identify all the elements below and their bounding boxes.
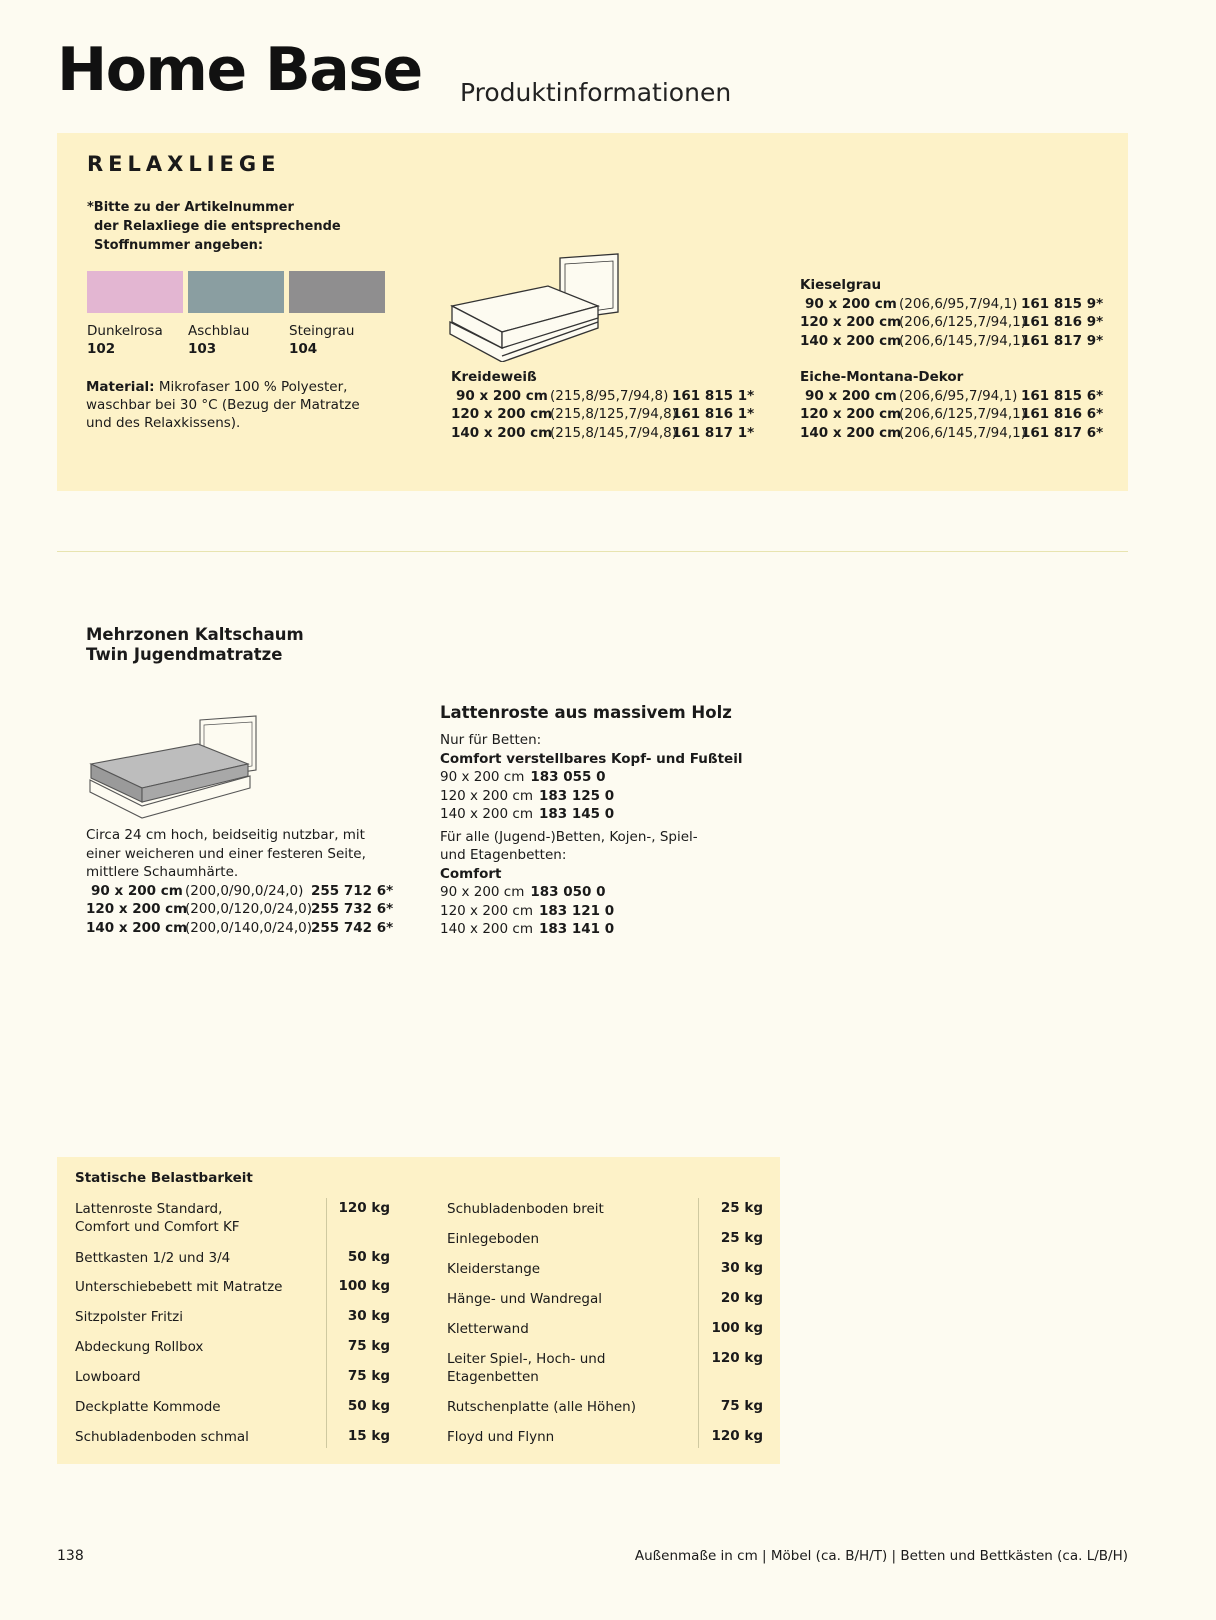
load-item: Einlegeboden <box>447 1231 540 1247</box>
load-item: Kletterwand <box>447 1321 529 1337</box>
load-item: Deckplatte Kommode <box>75 1399 221 1415</box>
brand-title: Home Base <box>57 35 422 105</box>
load-item: Lowboard <box>75 1369 141 1385</box>
size-row: 120 x 200 cm(206,6/125,7/94,1)161 816 6* <box>800 406 1104 422</box>
slat-row: 90 x 200 cm 183 050 0 <box>440 884 606 900</box>
size-row: 90 x 200 cm (206,6/95,7/94,1) 161 815 9* <box>805 295 1104 312</box>
mattress-title: Mehrzonen Kaltschaum Twin Jugendmatratze <box>86 625 304 664</box>
load-item: Abdeckung Rollbox <box>75 1339 204 1355</box>
load-value: 50 kg <box>347 1398 390 1414</box>
load-value: 75 kg <box>347 1368 390 1384</box>
page-subtitle: Produktinformationen <box>460 78 732 107</box>
column-divider <box>698 1198 699 1448</box>
variant-block: Kieselgrau 90 x 200 cm (206,6/95,7/94,1) 161 815 9* 120 x 200 cm(206,6/125,7/94,1)161 816 9* 140 x 200 cm(206,6/145,7/94,1)161 817 9* <box>800 277 1104 349</box>
slat-row: 120 x 200 cm 183 125 0 <box>440 787 615 804</box>
fabric-swatch <box>87 271 183 313</box>
size-row: 140 x 200 cm(215,8/145,7/94,8)161 817 1* <box>451 424 755 441</box>
variant-block: Kreideweiß 90 x 200 cm (215,8/95,7/94,8) 161 815 1* 120 x 200 cm(215,8/125,7/94,8)161 816 1* 140 x 200 cm(215,8/145,7/94,8)161 817 1* <box>451 369 755 441</box>
slat-row: 90 x 200 cm 183 055 0 <box>440 769 606 785</box>
load-value: 50 kg <box>347 1249 390 1265</box>
load-item: Schubladenboden breit <box>447 1201 604 1217</box>
fabric-label: Steingrau 104 <box>289 323 355 357</box>
material-info: Material: Mikrofaser 100 % Polyester, waschbar bei 30 °C (Bezug der Matratze und des Relaxkissens). <box>86 379 360 431</box>
load-value: 120 kg <box>338 1200 390 1216</box>
size-row: 140 x 200 cm(200,0/140,0/24,0)255 742 6* <box>86 919 394 936</box>
size-row: 90 x 200 cm (200,0/90,0/24,0) 255 712 6* <box>91 882 394 899</box>
slat-row: 140 x 200 cm 183 145 0 <box>440 806 615 822</box>
size-row: 140 x 200 cm(206,6/145,7/94,1)161 817 9* <box>800 332 1104 349</box>
load-capacity-title: Statische Belastbarkeit <box>75 1170 253 1186</box>
mattress-illustration <box>88 710 263 822</box>
footer-info: Außenmaße in cm | Möbel (ca. B/H/T) | Betten und Bettkästen (ca. L/B/H) <box>634 1548 1128 1564</box>
load-value: 120 kg <box>711 1350 763 1366</box>
slat-row: 120 x 200 cm 183 121 0 <box>440 902 615 919</box>
fabric-swatch <box>289 271 385 313</box>
mattress-description: Circa 24 cm hoch, beidseitig nutzbar, mit einer weicheren und einer festeren Seite, mittlere Schaumhärte. 90 x 200 cm (200,0/90,0/24,0) 255 712 6* 120 x 200 cm(200,0/120,0/24,0)255 732 6* 140 x 200 cm(200,0/140,0/24,0)255 742 6* <box>86 827 394 936</box>
variant-block: Eiche-Montana-Dekor 90 x 200 cm (206,6/95,7/94,1) 161 815 6* 120 x 200 cm(206,6/125,7/94,1)161 816 6* 140 x 200 cm(206,6/145,7/94,1)161 817 6* <box>800 369 1104 441</box>
section-title-relaxliege: RELAXLIEGE <box>87 152 281 176</box>
load-item: Floyd und Flynn <box>447 1429 555 1445</box>
size-row: 120 x 200 cm(215,8/125,7/94,8)161 816 1* <box>451 406 755 422</box>
size-row: 90 x 200 cm (206,6/95,7/94,1) 161 815 6* <box>805 387 1104 404</box>
fabric-swatch <box>188 271 284 313</box>
load-item: Unterschiebebett mit Matratze <box>75 1279 283 1295</box>
fabric-label: Dunkelrosa 102 <box>87 323 163 357</box>
load-item: Bettkasten 1/2 und 3/4 <box>75 1250 231 1266</box>
size-row: 120 x 200 cm(206,6/125,7/94,1)161 816 9* <box>800 314 1104 330</box>
size-row: 140 x 200 cm(206,6/145,7/94,1)161 817 6* <box>800 424 1104 441</box>
load-value: 25 kg <box>720 1230 763 1246</box>
page-number: 138 <box>57 1548 84 1564</box>
load-item: Schubladenboden schmal <box>75 1429 249 1445</box>
load-value: 100 kg <box>338 1278 390 1294</box>
column-divider <box>326 1198 327 1448</box>
slat-row: 140 x 200 cm 183 141 0 <box>440 921 615 937</box>
size-row: 120 x 200 cm(200,0/120,0/24,0)255 732 6* <box>86 901 394 917</box>
load-item: Rutschenplatte (alle Höhen) <box>447 1399 637 1415</box>
size-row: 90 x 200 cm (215,8/95,7/94,8) 161 815 1* <box>456 387 755 404</box>
load-value: 20 kg <box>720 1290 763 1306</box>
load-item: Kleiderstange <box>447 1261 541 1277</box>
fabric-label: Aschblau 103 <box>188 323 250 357</box>
load-value: 120 kg <box>711 1428 763 1444</box>
load-value: 100 kg <box>711 1320 763 1336</box>
load-item: Hänge- und Wandregal <box>447 1291 603 1307</box>
load-item: Sitzpolster Fritzi <box>75 1309 183 1325</box>
fabric-note: *Bitte zu der Artikelnummer der Relaxliege die entsprechende Stoffnummer angeben: <box>87 200 341 253</box>
load-value: 75 kg <box>720 1398 763 1414</box>
load-value: 30 kg <box>720 1260 763 1276</box>
load-item: Leiter Spiel-, Hoch- und Etagenbetten <box>447 1351 606 1385</box>
load-value: 30 kg <box>347 1308 390 1324</box>
load-value: 25 kg <box>720 1200 763 1216</box>
load-value: 75 kg <box>347 1338 390 1354</box>
load-item: Lattenroste Standard, Comfort und Comfort KF <box>75 1201 240 1235</box>
load-value: 15 kg <box>347 1428 390 1444</box>
relaxliege-illustration <box>448 250 623 362</box>
slats-title: Lattenroste aus massivem Holz <box>440 703 732 722</box>
slats-info: Nur für Betten: Comfort verstellbares Kopf- und Fußteil 90 x 200 cm 183 055 0 120 x 200 cm 183 125 0 140 x 200 cm 183 145 0 Für alle (Jugend-)Betten, Kojen-, Spiel- und Etagenbetten: Comfort 90 x 200 cm 183 050 0 120 x 200 cm 183 121 0 140 x 200 cm 183 141 0 <box>440 732 743 937</box>
section-divider <box>57 551 1128 552</box>
